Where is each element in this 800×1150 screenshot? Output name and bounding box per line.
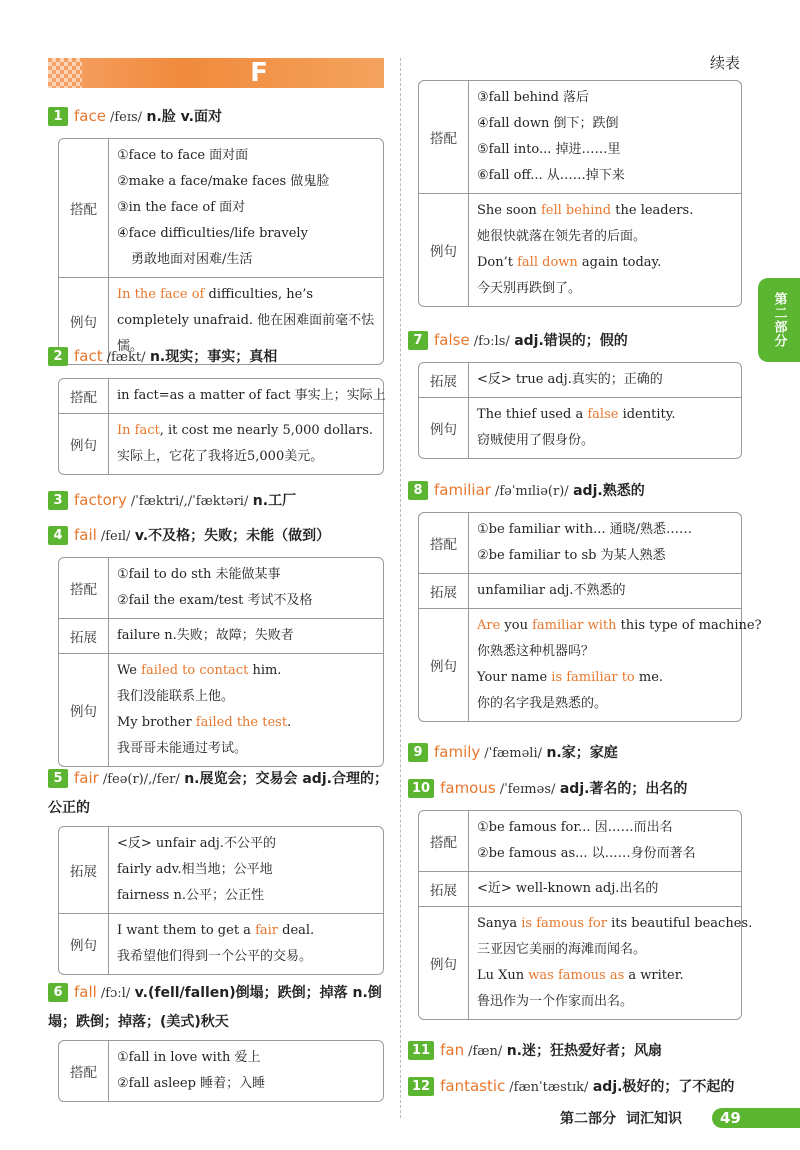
example-text: My brother: [117, 715, 196, 730]
highlight-phrase: false: [587, 407, 619, 422]
example-translation: 鲁迅作为一个作家而出名。: [477, 994, 634, 1009]
example-sentence: [477, 198, 735, 224]
section-side-tab: 第二部分: [758, 278, 800, 362]
highlight-phrase: fair: [255, 923, 278, 938]
example-sentence: [117, 658, 377, 684]
page-footer: [560, 1108, 692, 1130]
headword: fair: [74, 769, 99, 787]
entry-number: 7: [408, 331, 428, 350]
row-content: [469, 513, 741, 573]
row-label: 搭配: [59, 379, 109, 413]
example-translation: 实际上，它花了我将近5,000美元。: [117, 449, 324, 464]
row-content: [469, 811, 741, 871]
headword: fail: [74, 526, 97, 544]
example-text: its beautiful beaches.: [606, 916, 753, 931]
row-label: 搭配: [419, 811, 469, 871]
row-label: 搭配: [59, 1041, 109, 1101]
meaning: v.不及格；失败；未能（做到）: [134, 528, 331, 544]
meaning: n.工厂: [252, 493, 297, 509]
row-content: [469, 872, 741, 906]
column-divider: [400, 58, 401, 1118]
page-number: 49: [712, 1108, 800, 1128]
example-text: me.: [634, 670, 664, 685]
collocation-item: ②be familiar to sb 为某人熟悉: [477, 548, 666, 563]
meaning: n.家；家庭: [546, 745, 618, 761]
collocation-item: ①face to face 面对面: [117, 148, 249, 163]
entry-number: 8: [408, 481, 428, 500]
entry-family: [408, 738, 618, 768]
highlight-phrase: Are: [477, 618, 501, 633]
example-text: difficulties, he’s completely unafraid. 他在困难面前毫不怯懦。: [117, 287, 375, 354]
headword: fall: [74, 983, 97, 1001]
highlight-phrase: fall down: [517, 255, 578, 270]
entry-face: [48, 102, 222, 132]
extension-item: <反> true adj.真实的；正确的: [477, 372, 663, 387]
example-text: you: [500, 618, 533, 633]
collocation-item: ②make a face/make faces 做鬼脸: [117, 174, 330, 189]
meaning: n.脸 v.面对: [146, 109, 222, 125]
example-text: We: [117, 663, 142, 678]
example-translation: 我们没能联系上他。: [117, 689, 235, 704]
example-sentence: [477, 963, 752, 989]
example-translation: 你熟悉这种机器吗？: [477, 644, 595, 659]
collocation-item: ④fall down 倒下；跌倒: [477, 116, 619, 131]
collocation-item: ①fail to do sth 未能做某事: [117, 567, 281, 582]
row-label: 拓展: [59, 827, 109, 913]
row-content: [469, 81, 741, 193]
headword: fact: [74, 347, 103, 365]
example-translation: 我希望他们得到一个公平的交易。: [117, 949, 313, 964]
row-content: [109, 414, 383, 474]
headword: fan: [440, 1041, 465, 1059]
entry-factory: [48, 486, 296, 516]
meaning: adj.熟悉的: [573, 483, 645, 499]
extension-item: unfamiliar adj.不熟悉的: [477, 583, 626, 598]
row-extension: [419, 573, 741, 608]
row-content: [109, 379, 392, 413]
letter-banner: [48, 58, 384, 88]
row-collocation: [59, 139, 383, 277]
collocation-item: ②fail the exam/test 考试不及格: [117, 593, 313, 608]
highlight-phrase: familiar with: [532, 618, 617, 633]
row-collocation: [59, 379, 386, 413]
row-content: [109, 827, 383, 913]
row-content: [109, 619, 383, 653]
example-text: deal.: [278, 923, 315, 938]
entry-number: 3: [48, 491, 68, 510]
example-translation: 我哥哥未能通过考试。: [117, 741, 248, 756]
headword: factory: [74, 491, 127, 509]
row-label: 拓展: [419, 872, 469, 906]
entry-number: 12: [408, 1077, 434, 1096]
row-label: 拓展: [419, 574, 469, 608]
headword: face: [74, 107, 106, 125]
row-label: 例句: [419, 398, 469, 458]
row-collocation: [59, 1041, 383, 1101]
row-example: [59, 413, 383, 474]
highlight-phrase: is familiar to: [551, 670, 635, 685]
row-extension: [419, 871, 741, 906]
highlight-phrase: In fact: [117, 423, 160, 438]
example-text: I want them to get a: [117, 923, 256, 938]
example-translation: 三亚因它美丽的海滩而闻名。: [477, 942, 647, 957]
row-content: [469, 194, 741, 306]
row-extension: [59, 618, 383, 653]
collocation-item: ①fall in love with 爱上: [117, 1050, 261, 1065]
row-label: 例句: [59, 414, 109, 474]
row-content: [109, 914, 383, 974]
row-example: [419, 906, 753, 1019]
phonetic: /ˈfæktri/,/ˈfæktəri/: [130, 494, 249, 509]
row-example: [419, 397, 741, 458]
example-text: Lu Xun: [477, 968, 529, 983]
example-text: Don’t: [477, 255, 518, 270]
row-extension: [59, 827, 383, 913]
entry-fantastic: [408, 1072, 734, 1102]
example-text: She soon: [477, 203, 541, 218]
row-example: [59, 653, 383, 766]
row-label: 拓展: [59, 619, 109, 653]
collocation-item: ④face difficulties/life bravely: [117, 226, 308, 241]
example-sentence: [477, 613, 762, 639]
phonetic: /feɪl/: [100, 529, 131, 544]
phonetic: /ˈfæməli/: [484, 746, 542, 761]
meaning: n.现实；事实；真相: [149, 349, 278, 365]
phonetic: /feə(r)/,/fer/: [102, 772, 180, 787]
example-translation: 你的名字我是熟悉的。: [477, 696, 608, 711]
row-collocation: [59, 558, 383, 618]
entry-familiar: [408, 476, 645, 506]
row-label: 例句: [59, 278, 109, 364]
row-example: [419, 608, 762, 721]
entry-number: 11: [408, 1041, 434, 1060]
entry-number: 9: [408, 743, 428, 762]
row-content: [469, 907, 758, 1019]
example-translation: 窃贼使用了假身份。: [477, 433, 595, 448]
table-fall-part2: [418, 80, 742, 307]
extension-item: failure n.失败；故障；失败者: [117, 628, 294, 643]
entry-false: [408, 326, 628, 356]
extension-item: fairly adv.相当地；公平地: [117, 862, 273, 877]
meaning: adj.错误的；假的: [514, 333, 628, 349]
example-sentence: [477, 911, 752, 937]
highlight-phrase: was famous as: [528, 968, 625, 983]
row-label: 例句: [419, 194, 469, 306]
example-text: a writer.: [624, 968, 684, 983]
meaning: adj.著名的；出名的: [559, 781, 688, 797]
row-example: [59, 913, 383, 974]
highlight-phrase: is famous for: [521, 916, 607, 931]
example-sentence: [117, 710, 377, 736]
entry-number: 6: [48, 983, 68, 1002]
row-collocation: [419, 513, 741, 573]
extension-item: <近> well-known adj.出名的: [477, 881, 659, 896]
row-content: [469, 398, 741, 458]
collocation-item: ②be famous as... 以……身份而著名: [477, 846, 696, 861]
entry-fact: [48, 342, 277, 372]
example-sentence: [117, 418, 377, 444]
footer-title: 词汇知识: [626, 1111, 682, 1127]
collocation-item: ②fall asleep 睡着；入睡: [117, 1076, 266, 1091]
banner-letter: F: [250, 58, 268, 88]
table-false: [418, 362, 742, 459]
row-label: 例句: [59, 914, 109, 974]
collocation-item: ⑥fall off... 从……掉下来: [477, 168, 625, 183]
entry-number: 1: [48, 107, 68, 126]
example-text: again today.: [577, 255, 662, 270]
entry-fair: [48, 764, 388, 822]
phonetic: /fæn/: [468, 1044, 503, 1059]
extension-item: <反> unfair adj.不公平的: [117, 836, 276, 851]
example-sentence: [117, 918, 377, 944]
row-label: 搭配: [59, 139, 109, 277]
example-sentence: [477, 402, 735, 428]
row-label: 搭配: [59, 558, 109, 618]
example-text: Sanya: [477, 916, 522, 931]
row-extension: [419, 363, 741, 397]
row-label: 例句: [419, 609, 469, 721]
row-content: [109, 1041, 383, 1101]
meaning: n.展览会；交易会 adj.合理的；公正的: [48, 771, 388, 816]
example-text: the leaders.: [611, 203, 694, 218]
row-collocation: [419, 81, 741, 193]
collocation-item: ①be famous for... 因……而出名: [477, 820, 673, 835]
row-content: [109, 139, 383, 277]
collocation-item: ⑤fall into... 掉进……里: [477, 142, 621, 157]
table-fall-part1: [58, 1040, 384, 1102]
table-famous: [418, 810, 753, 1020]
highlight-phrase: failed to contact: [141, 663, 249, 678]
row-label: 例句: [419, 907, 469, 1019]
meaning: adj.极好的；了不起的: [592, 1079, 735, 1095]
headword: fantastic: [440, 1077, 506, 1095]
collocation-item: ③fall behind 落后: [477, 90, 590, 105]
highlight-phrase: failed the test: [195, 715, 288, 730]
collocation-item: 勇敢地面对困难/生活: [131, 252, 253, 267]
example-sentence: [477, 250, 735, 276]
footer-section: 第二部分: [560, 1111, 616, 1127]
row-label: 拓展: [419, 363, 469, 397]
example-text: him.: [248, 663, 282, 678]
collocation-item: in fact=as a matter of fact 事实上；实际上: [117, 388, 386, 403]
phonetic: /fɔːl/: [100, 986, 131, 1001]
phonetic: /fækt/: [106, 350, 146, 365]
row-label: 搭配: [419, 513, 469, 573]
continued-label: 续表: [710, 54, 741, 72]
example-translation: 今天别再跌倒了。: [477, 281, 582, 296]
row-content: [109, 558, 383, 618]
phonetic: /ˈfeɪməs/: [499, 782, 556, 797]
example-text: The thief used a: [477, 407, 588, 422]
example-text: identity.: [618, 407, 676, 422]
phonetic: /fænˈtæstɪk/: [509, 1080, 589, 1095]
example-text: , it cost me nearly 5,000 dollars.: [159, 423, 374, 438]
entry-number: 2: [48, 347, 68, 366]
example-text: .: [287, 715, 292, 730]
row-content: [469, 363, 741, 397]
meaning: n.迷；狂热爱好者；风扇: [506, 1043, 662, 1059]
highlight-phrase: fell behind: [540, 203, 612, 218]
entry-fall: [48, 978, 388, 1036]
entry-number: 5: [48, 769, 68, 788]
phonetic: /fɔːls/: [473, 334, 510, 349]
entry-fan: [408, 1036, 662, 1066]
table-fail: [58, 557, 384, 767]
collocation-item: ③in the face of 面对: [117, 200, 246, 215]
row-example: [419, 193, 741, 306]
banner-checker-decoration: [48, 58, 82, 88]
headword: famous: [440, 779, 496, 797]
entry-fail: [48, 521, 330, 551]
row-label: 搭配: [419, 81, 469, 193]
row-content: [469, 574, 741, 608]
entry-famous: [408, 774, 687, 804]
phonetic: /feɪs/: [109, 110, 143, 125]
table-fair: [58, 826, 384, 975]
headword: false: [434, 331, 470, 349]
phonetic: /fəˈmɪliə(r)/: [494, 484, 569, 499]
row-content: [109, 654, 383, 766]
example-sentence: [477, 665, 762, 691]
row-collocation: [419, 811, 741, 871]
extension-item: fairness n.公平；公正性: [117, 888, 264, 903]
row-label: 例句: [59, 654, 109, 766]
table-face: [58, 138, 384, 365]
table-familiar: [418, 512, 762, 722]
collocation-item: ①be familiar with... 通晓/熟悉……: [477, 522, 693, 537]
entry-number: 10: [408, 779, 434, 798]
highlight-phrase: In the face of: [117, 287, 205, 302]
row-content: [469, 609, 768, 721]
example-text: this type of machine?: [616, 618, 762, 633]
table-fact: [58, 378, 384, 475]
example-text: Your name: [477, 670, 552, 685]
headword: familiar: [434, 481, 491, 499]
example-translation: 她很快就落在领先者的后面。: [477, 229, 647, 244]
meaning: v.(fell/fallen)倒塌；跌倒；掉落 n.倒塌；跌倒；掉落；(美式)秋天: [48, 985, 382, 1030]
headword: family: [434, 743, 481, 761]
entry-number: 4: [48, 526, 68, 545]
